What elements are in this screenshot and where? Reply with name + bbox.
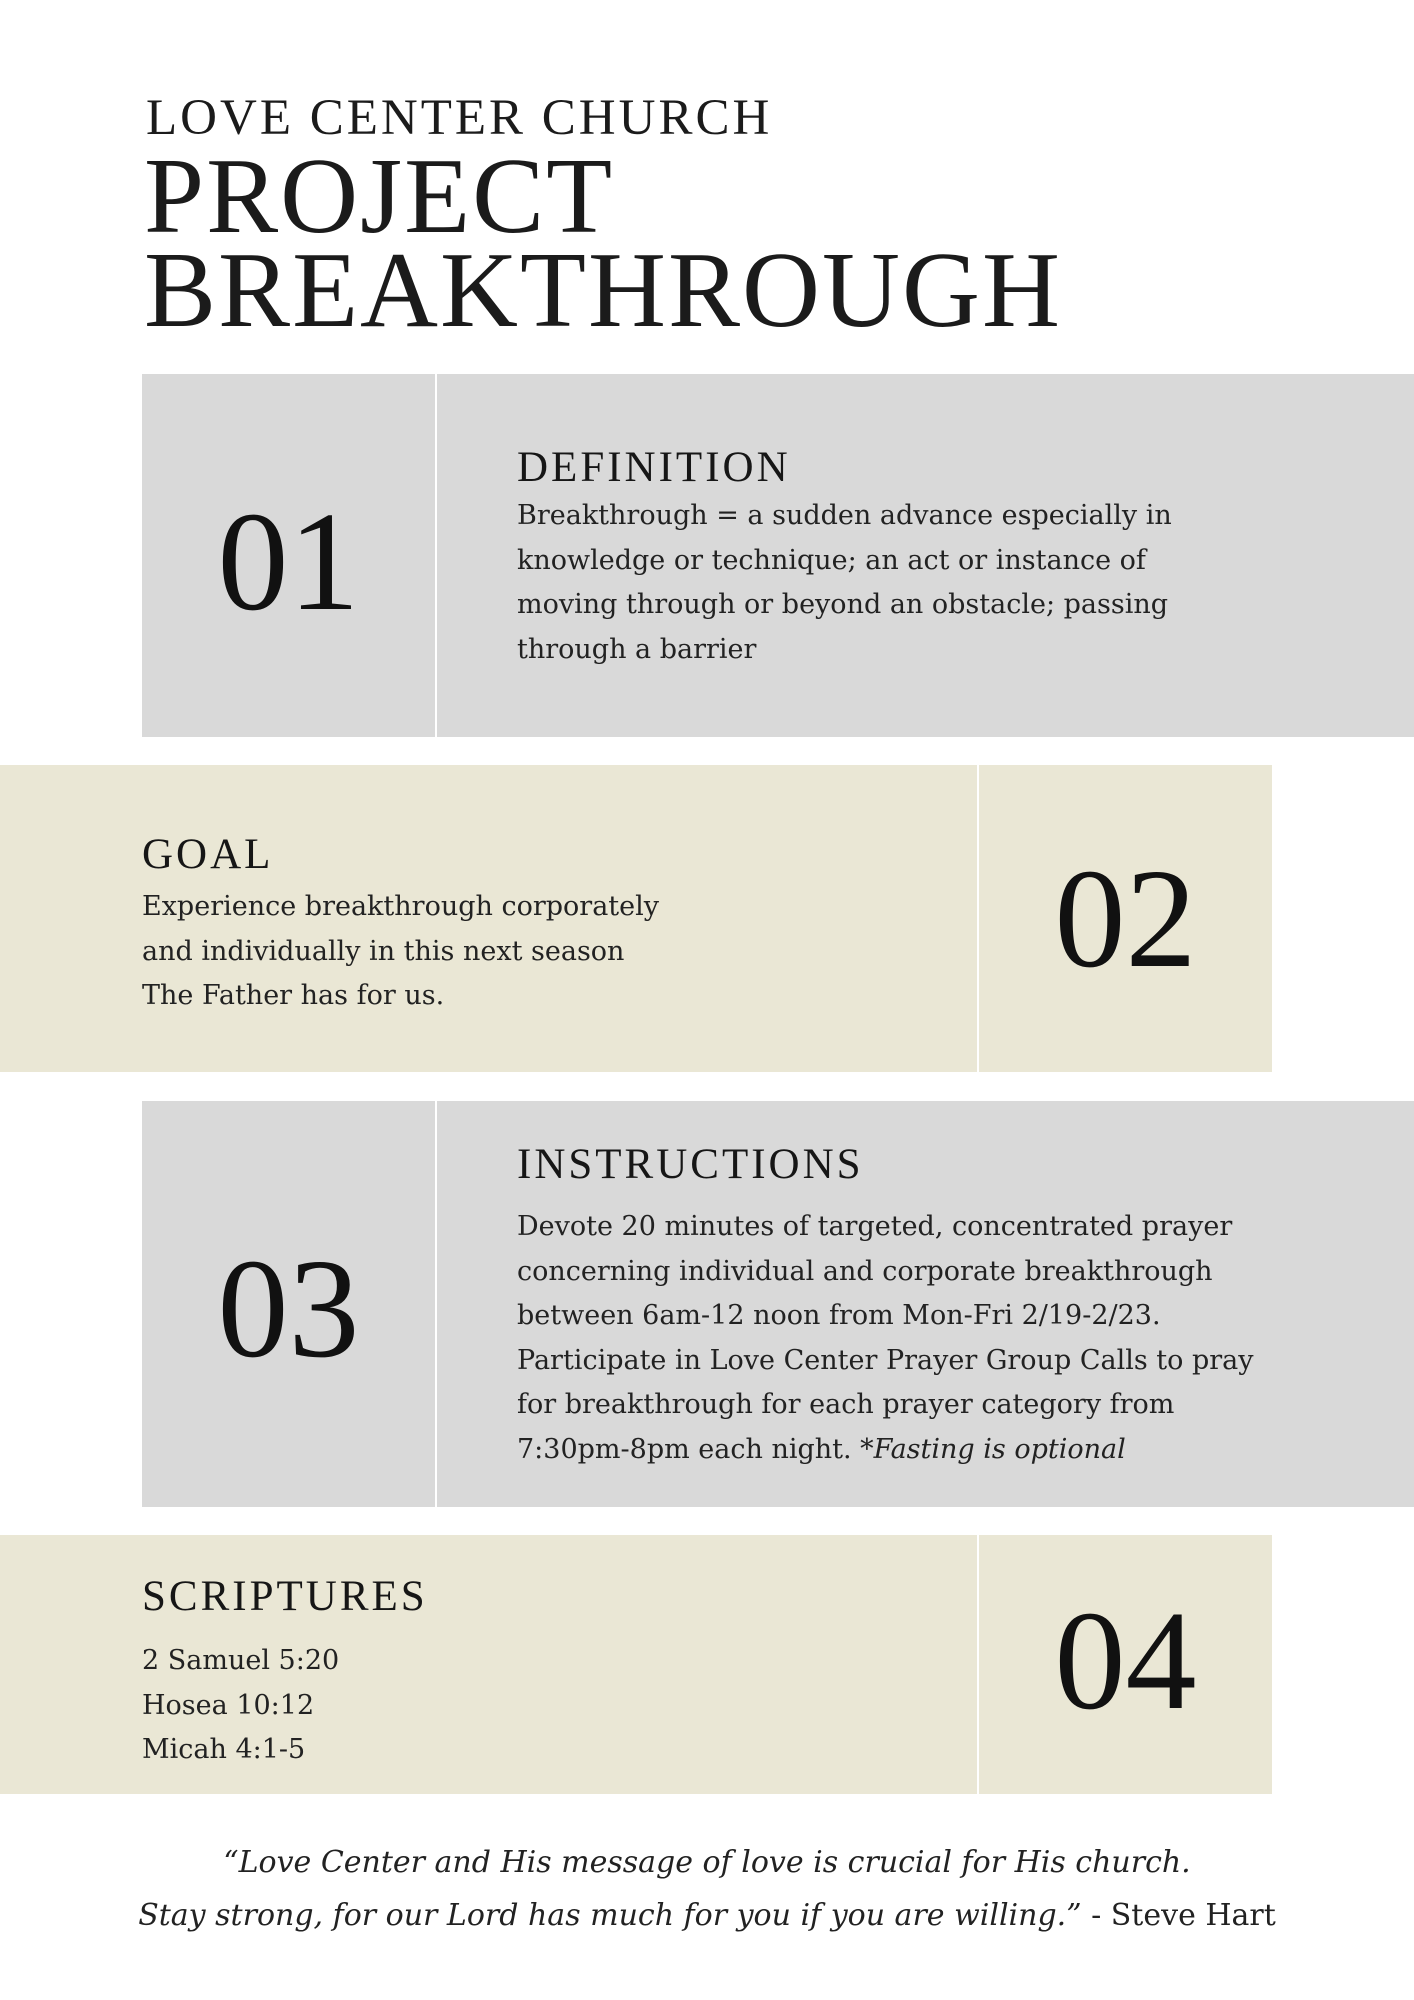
body-line: Devote 20 minutes of targeted, concentrated prayer [517, 1211, 1233, 1242]
body-line: Experience breakthrough corporately [142, 891, 660, 922]
fasting-note: *Fasting is optional [860, 1433, 1126, 1465]
body-line: through a barrier [517, 633, 757, 665]
section-instructions [142, 1101, 1414, 1507]
body-line: The Father has for us. [142, 980, 445, 1011]
section-goal [0, 765, 1272, 1072]
body-line: knowledge or technique; an act or instance of [517, 544, 1146, 576]
quote-line-1: “Love Center and His message of love is crucial for His church. [223, 1845, 1191, 1880]
page-title-line-2: BREAKTHROUGH [144, 231, 1063, 350]
body-line: and individually in this next season [142, 935, 625, 967]
quote-line-2: Stay strong, for our Lord has much for you if you are willing.” [138, 1898, 1082, 1933]
body-line [517, 1428, 1254, 1473]
section-title: INSTRUCTIONS [517, 1141, 864, 1188]
section-number: 01 [217, 482, 360, 640]
section-body [142, 1639, 339, 1773]
body-line: Breakthrough = a sudden advance especially in [517, 500, 1172, 531]
body-line: for breakthrough for each prayer category from [517, 1389, 1175, 1420]
body-line: between 6am-12 noon from Mon-Fri 2/19-2/23. [517, 1300, 1161, 1331]
section-title: GOAL [142, 831, 274, 878]
closing-quote [0, 1836, 1414, 1942]
body-line: Participate in Love Center Prayer Group Calls to pray [517, 1344, 1254, 1376]
section-number: 02 [1054, 839, 1197, 997]
page-title [144, 137, 1063, 350]
section-title: SCRIPTURES [142, 1573, 428, 1620]
church-name: LOVE CENTER CHURCH [146, 90, 773, 146]
body-line: moving through or beyond an obstacle; passing [517, 589, 1169, 620]
body-line: concerning individual and corporate breakthrough [517, 1255, 1213, 1287]
body-line-text: 7:30pm-8pm each night. [517, 1433, 861, 1465]
page-title-line-1: PROJECT [144, 137, 615, 256]
section-number: 04 [1054, 1581, 1197, 1739]
scripture-reference: Hosea 10:12 [142, 1689, 315, 1721]
scripture-reference: 2 Samuel 5:20 [142, 1645, 340, 1676]
section-definition [142, 374, 1414, 737]
section-scriptures [0, 1535, 1272, 1794]
section-title: DEFINITION [517, 444, 791, 491]
scripture-reference: Micah 4:1-5 [142, 1734, 306, 1765]
quote-attribution: - Steve Hart [1081, 1898, 1276, 1933]
section-body [142, 885, 659, 1019]
section-body [517, 1205, 1254, 1472]
section-number: 03 [217, 1229, 360, 1387]
section-body [517, 494, 1172, 672]
